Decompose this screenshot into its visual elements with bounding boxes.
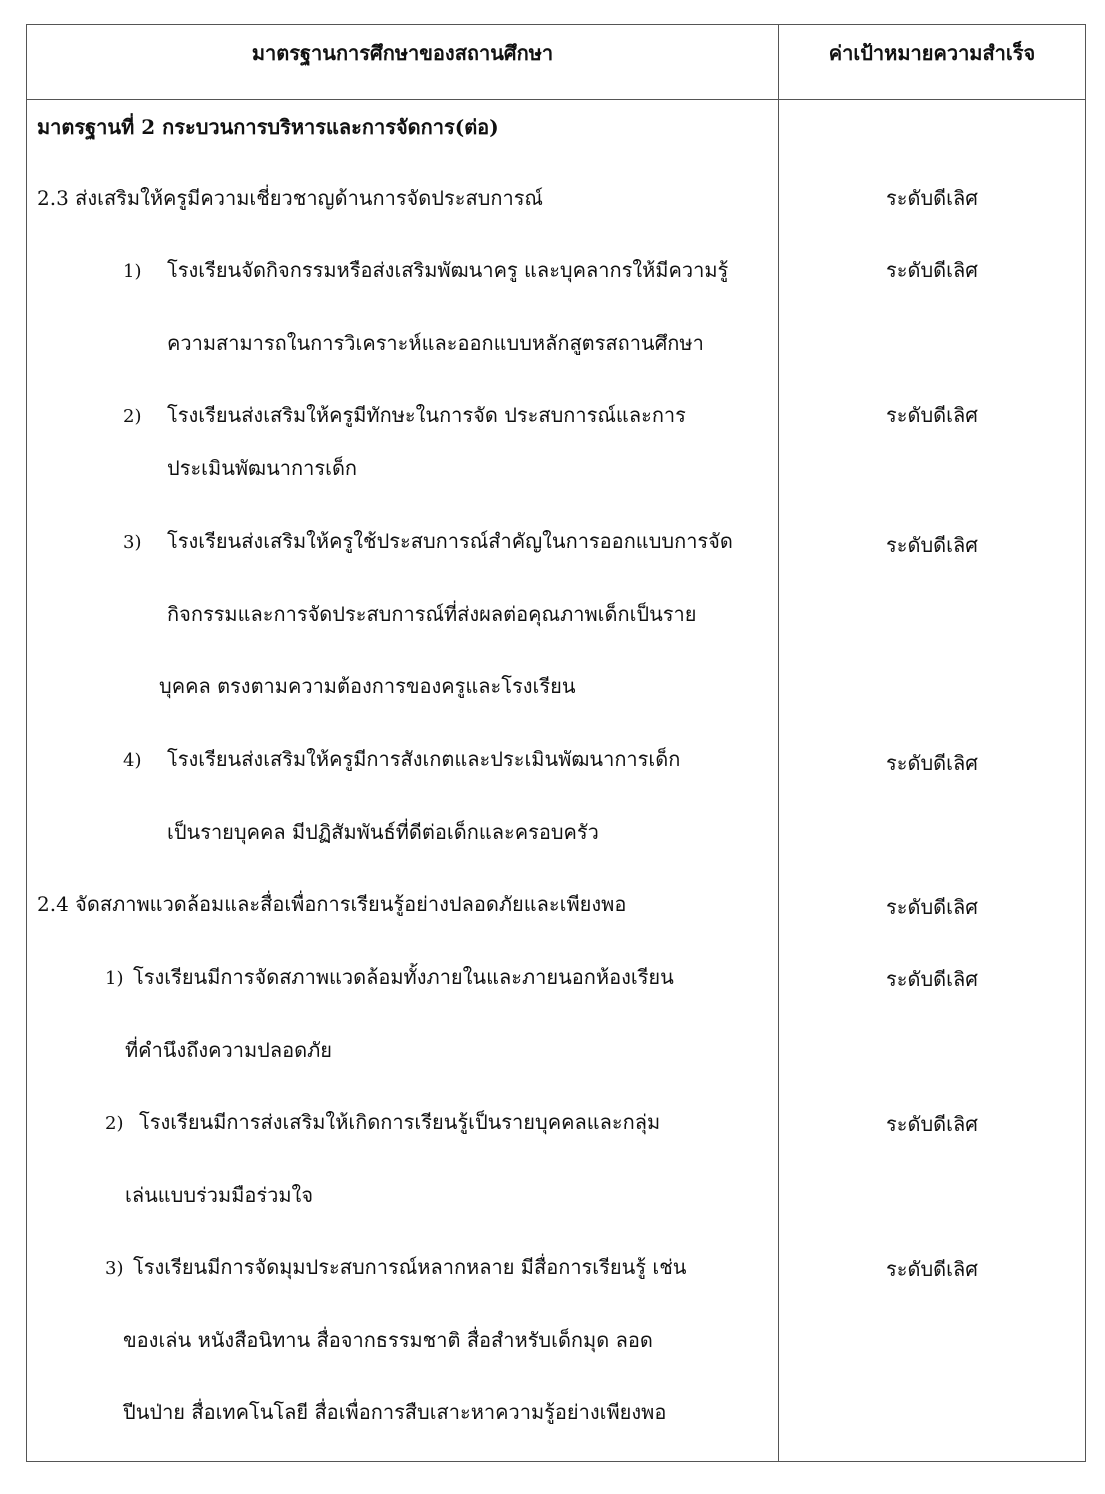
section-2-3-title: 2.3 ส่งเสริมให้ครูมีความเชี่ยวชาญด้านการจัดประสบการณ์ [37,186,543,210]
item-number: 2) [123,406,142,427]
section-2-4-title: 2.4 จัดสภาพแวดล้อมและสื่อเพื่อการเรียนรู้อย่างปลอดภัยและเพียงพอ [37,892,627,916]
item-text: เป็นรายบุคคล มีปฏิสัมพันธ์ที่ดีต่อเด็กและครอบครัว [167,820,599,844]
item-target: ระดับดีเลิศ [886,1112,978,1136]
standard-title: มาตรฐานที่ 2 กระบวนการบริหารและการจัดการ(ต่อ) [37,115,499,139]
item-text: โรงเรียนส่งเสริมให้ครูมีการสังเกตและประเมินพัฒนาการเด็ก [167,747,681,771]
item-number: 4) [123,750,142,771]
section-2-3-target: ระดับดีเลิศ [886,186,978,210]
item-target: ระดับดีเลิศ [886,258,978,282]
item-target: ระดับดีเลิศ [886,967,978,991]
item-text: ความสามารถในการวิเคราะห์และออกแบบหลักสูตรสถานศึกษา [167,331,704,355]
item-target: ระดับดีเลิศ [886,403,978,427]
item-number: 2) [105,1113,124,1134]
item-text: โรงเรียนจัดกิจกรรมหรือส่งเสริมพัฒนาครู และบุคลากรให้มีความรู้ [167,258,729,282]
item-text: บุคคล ตรงตามความต้องการของครูและโรงเรียน [159,674,576,698]
item-text: โรงเรียนมีการจัดมุมประสบการณ์หลากหลาย มีสื่อการเรียนรู้ เช่น [133,1255,687,1279]
item-target: ระดับดีเลิศ [886,751,978,775]
standards-table [26,24,1086,1462]
item-number: 1) [105,968,124,989]
section-2-4-target: ระดับดีเลิศ [886,895,978,919]
item-text: ของเล่น หนังสือนิทาน สื่อจากธรรมชาติ สื่อสำหรับเด็กมุด ลอด [123,1328,653,1352]
item-text: กิจกรรมและการจัดประสบการณ์ที่ส่งผลต่อคุณภาพเด็กเป็นราย [167,602,697,626]
item-target: ระดับดีเลิศ [886,533,978,557]
column-divider [778,25,779,1461]
item-text: ปีนป่าย สื่อเทคโนโลยี สื่อเพื่อการสืบเสาะหาความรู้อย่างเพียงพอ [123,1400,667,1424]
item-text: โรงเรียนส่งเสริมให้ครูมีทักษะในการจัด ประสบการณ์และการ [167,403,686,427]
item-number: 3) [105,1258,124,1279]
item-number: 3) [123,532,142,553]
item-target: ระดับดีเลิศ [886,1257,978,1281]
item-text: ประเมินพัฒนาการเด็ก [167,456,358,480]
item-text: โรงเรียนมีการส่งเสริมให้เกิดการเรียนรู้เป็นรายบุคคลและกลุ่ม [139,1110,661,1134]
header-target: ค่าเป้าหมายความสำเร็จ [828,41,1036,65]
header-divider [27,99,1085,100]
header-standard: มาตรฐานการศึกษาของสถานศึกษา [251,41,554,65]
item-text: เล่นแบบร่วมมือร่วมใจ [125,1183,314,1207]
item-text: โรงเรียนส่งเสริมให้ครูใช้ประสบการณ์สำคัญในการออกแบบการจัด [167,529,733,553]
item-text: ที่คำนึงถึงความปลอดภัย [125,1038,332,1062]
item-text: โรงเรียนมีการจัดสภาพแวดล้อมทั้งภายในและภายนอกห้องเรียน [133,965,674,989]
item-number: 1) [123,261,142,282]
